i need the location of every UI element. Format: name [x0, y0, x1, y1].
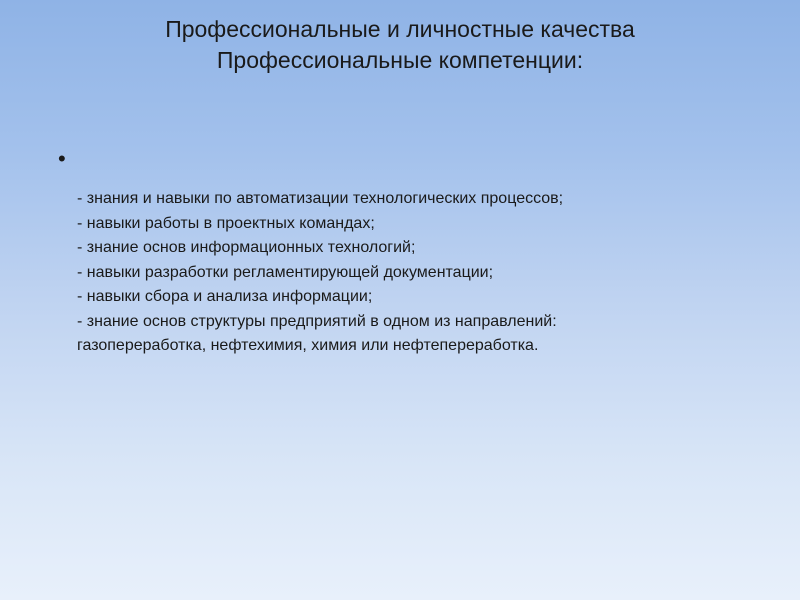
title-line-1: Профессиональные и личностные качества: [165, 16, 635, 42]
list-item: - навыки сбора и анализа информации;: [77, 288, 373, 305]
bullet-marker: •: [58, 146, 66, 171]
title-line-2: Профессиональные компетенции:: [216, 47, 584, 73]
competencies-list: [77, 187, 777, 359]
list-item: - навыки работы в проектных командах;: [77, 214, 375, 232]
list-item: - навыки разработки регламентирующей документации;: [77, 263, 494, 281]
list-item: газопереработка, нефтехимия, химия или нефтепереработка.: [77, 337, 539, 354]
list-item: - знание основ структуры предприятий в одном из направлений:: [77, 312, 557, 330]
slide-title: [0, 14, 800, 76]
list-item: - знание основ информационных технологий;: [77, 239, 416, 256]
list-item: - знания и навыки по автоматизации технологических процессов;: [77, 190, 564, 207]
